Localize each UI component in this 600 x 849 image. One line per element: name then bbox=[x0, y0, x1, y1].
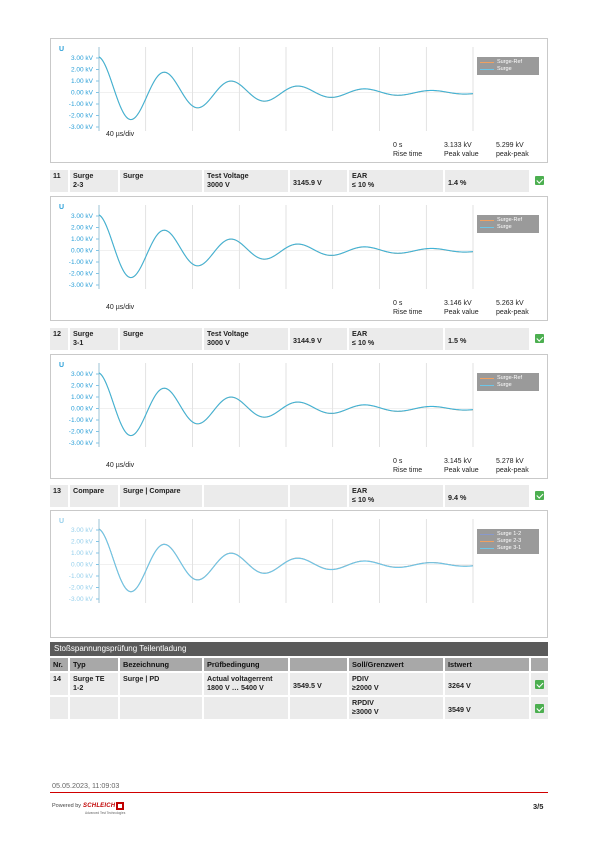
pd-cell-type bbox=[70, 697, 118, 719]
legend-item bbox=[480, 545, 536, 552]
peak-peak: 5.278 kV peak-peak bbox=[496, 458, 529, 474]
axis-symbol: U bbox=[59, 46, 65, 53]
axis-symbol: U bbox=[59, 362, 65, 369]
legend-label: Surge bbox=[497, 224, 512, 230]
result-row-11 bbox=[50, 170, 548, 192]
rise-time: 0 s Rise time bbox=[393, 458, 423, 474]
table-header bbox=[531, 658, 548, 671]
y-tick-label: -2.00 kV bbox=[68, 270, 93, 278]
pd-cell-measured: 3549.5 V bbox=[290, 673, 347, 695]
legend-item bbox=[480, 531, 536, 538]
legend-item bbox=[480, 538, 536, 545]
pd-cell-limit: RPDIV ≥3000 V bbox=[349, 697, 443, 719]
y-tick-label: 3.00 kV bbox=[70, 213, 93, 221]
y-tick-label: 3.00 kV bbox=[70, 371, 93, 379]
y-tick-label: 0.00 kV bbox=[70, 561, 93, 569]
cell-measured: 3145.9 V bbox=[290, 170, 347, 192]
cell-cond: Test Voltage 3000 V bbox=[204, 170, 288, 192]
legend-swatch bbox=[480, 541, 494, 542]
chart-legend bbox=[477, 215, 539, 233]
peak-value: 3.133 kV Peak value bbox=[444, 142, 479, 158]
y-tick-label: 1.00 kV bbox=[70, 236, 93, 244]
timebase-label: 40 µs/div bbox=[106, 131, 135, 138]
axis-symbol: U bbox=[59, 518, 65, 525]
legend-item bbox=[480, 217, 536, 224]
legend-item bbox=[480, 224, 536, 231]
rise-time: 0 s Rise time bbox=[393, 300, 423, 316]
timebase-label: 40 µs/div bbox=[106, 462, 135, 469]
cell-type: Surge 3-1 bbox=[70, 328, 118, 350]
pd-cell-name: Surge | PD bbox=[120, 673, 202, 695]
y-tick-label: 1.00 kV bbox=[70, 550, 93, 558]
logo-text: SCHLEICH bbox=[83, 803, 116, 809]
y-tick-label: -1.00 kV bbox=[68, 417, 93, 425]
pd-cell-nr: 14 bbox=[50, 673, 68, 695]
legend-swatch bbox=[480, 69, 494, 70]
table-header: Soll/Grenzwert bbox=[349, 658, 443, 671]
footer-divider bbox=[50, 792, 548, 793]
pd-cell-actual: 3549 V bbox=[445, 697, 529, 719]
pd-cell-type: Surge TE 1-2 bbox=[70, 673, 118, 695]
table-header: Prüfbedingung bbox=[204, 658, 288, 671]
legend-label: Surge bbox=[497, 66, 512, 72]
legend-item bbox=[480, 375, 536, 382]
report-date: 05.05.2023, 11:09:03 bbox=[52, 781, 120, 790]
y-tick-label: -3.00 kV bbox=[68, 440, 93, 448]
y-tick-label: -1.00 kV bbox=[68, 573, 93, 581]
pd-cell-cond bbox=[204, 697, 288, 719]
cell-name: Surge | Compare bbox=[120, 485, 202, 507]
y-tick-label: -3.00 kV bbox=[68, 596, 93, 604]
table-header: Bezeichnung bbox=[120, 658, 202, 671]
logo-mark-icon bbox=[116, 802, 124, 810]
table-header: Typ bbox=[70, 658, 118, 671]
peak-peak: 5.299 kV peak-peak bbox=[496, 142, 529, 158]
cell-actual: 1.5 % bbox=[445, 328, 529, 350]
legend-swatch bbox=[480, 385, 494, 386]
legend-item bbox=[480, 59, 536, 66]
y-tick-label: -2.00 kV bbox=[68, 112, 93, 120]
legend-item bbox=[480, 382, 536, 389]
y-tick-label: -2.00 kV bbox=[68, 584, 93, 592]
y-tick-label: -3.00 kV bbox=[68, 124, 93, 132]
y-tick-label: 0.00 kV bbox=[70, 247, 93, 255]
chart-panel-1 bbox=[50, 38, 548, 163]
timebase-label: 40 µs/div bbox=[106, 304, 135, 311]
y-tick-label: 1.00 kV bbox=[70, 394, 93, 402]
chart-legend bbox=[477, 57, 539, 75]
cell-name: Surge bbox=[120, 170, 202, 192]
legend-label: Surge 2-3 bbox=[497, 538, 522, 544]
y-tick-label: 3.00 kV bbox=[70, 527, 93, 535]
cell-cond bbox=[204, 485, 288, 507]
legend-label: Surge bbox=[497, 382, 512, 388]
cell-actual: 1.4 % bbox=[445, 170, 529, 192]
pass-check-icon bbox=[535, 334, 544, 343]
legend-label: Surge-Ref bbox=[497, 217, 523, 223]
legend-item bbox=[480, 66, 536, 73]
cell-type: Compare bbox=[70, 485, 118, 507]
y-tick-label: 2.00 kV bbox=[70, 224, 93, 232]
cell-nr: 13 bbox=[50, 485, 68, 507]
legend-swatch bbox=[480, 378, 494, 379]
table-header: Istwert bbox=[445, 658, 529, 671]
pd-cell-actual: 3264 V bbox=[445, 673, 529, 695]
rise-time: 0 s Rise time bbox=[393, 142, 423, 158]
peak-value: 3.145 kV Peak value bbox=[444, 458, 479, 474]
cell-nr: 11 bbox=[50, 170, 68, 192]
chart-panel-2 bbox=[50, 196, 548, 321]
pd-cell-name bbox=[120, 697, 202, 719]
y-tick-label: 2.00 kV bbox=[70, 66, 93, 74]
legend-label: Surge-Ref bbox=[497, 375, 523, 381]
axis-symbol: U bbox=[59, 204, 65, 211]
powered-by bbox=[52, 802, 124, 810]
y-tick-label: -1.00 kV bbox=[68, 259, 93, 267]
y-tick-label: -3.00 kV bbox=[68, 282, 93, 290]
chart-panel-compare bbox=[50, 510, 548, 638]
pass-check-icon bbox=[535, 491, 544, 500]
pd-cell-cond: Actual voltagerrent 1800 V … 5400 V bbox=[204, 673, 288, 695]
page-number: 3/5 bbox=[533, 802, 544, 811]
chart-legend bbox=[477, 373, 539, 391]
y-tick-label: 3.00 kV bbox=[70, 55, 93, 63]
cell-limit: EAR ≤ 10 % bbox=[349, 170, 443, 192]
cell-cond: Test Voltage 3000 V bbox=[204, 328, 288, 350]
y-tick-label: 2.00 kV bbox=[70, 382, 93, 390]
cell-nr: 12 bbox=[50, 328, 68, 350]
table-header bbox=[290, 658, 347, 671]
legend-swatch bbox=[480, 220, 494, 221]
y-tick-label: 2.00 kV bbox=[70, 538, 93, 546]
cell-measured: 3144.9 V bbox=[290, 328, 347, 350]
peak-peak: 5.263 kV peak-peak bbox=[496, 300, 529, 316]
legend-label: Surge-Ref bbox=[497, 59, 523, 65]
table-header: Nr. bbox=[50, 658, 68, 671]
chart-legend bbox=[477, 529, 539, 554]
y-tick-label: -2.00 kV bbox=[68, 428, 93, 436]
legend-swatch bbox=[480, 548, 494, 549]
legend-label: Surge 3-1 bbox=[497, 545, 522, 551]
cell-name: Surge bbox=[120, 328, 202, 350]
result-row-12 bbox=[50, 328, 548, 350]
y-tick-label: 1.00 kV bbox=[70, 78, 93, 86]
legend-swatch bbox=[480, 534, 494, 535]
pd-cell-nr bbox=[50, 697, 68, 719]
y-tick-label: -1.00 kV bbox=[68, 101, 93, 109]
schleich-logo bbox=[83, 802, 124, 810]
pd-cell-limit: PDIV ≥2000 V bbox=[349, 673, 443, 695]
cell-measured bbox=[290, 485, 347, 507]
waveform-compare-plot bbox=[51, 511, 549, 639]
powered-by-text: Powered by bbox=[52, 803, 82, 809]
peak-value: 3.146 kV Peak value bbox=[444, 300, 479, 316]
section-header-pd: Stoßspannungsprüfung Teilentladung bbox=[50, 642, 548, 656]
cell-type: Surge 2-3 bbox=[70, 170, 118, 192]
y-tick-label: 0.00 kV bbox=[70, 405, 93, 413]
result-row-13 bbox=[50, 485, 548, 507]
cell-limit: EAR ≤ 10 % bbox=[349, 485, 443, 507]
y-tick-label: 0.00 kV bbox=[70, 89, 93, 97]
pass-check-icon bbox=[535, 680, 544, 689]
legend-swatch bbox=[480, 227, 494, 228]
legend-label: Surge 1-2 bbox=[497, 531, 522, 537]
logo-subtitle: Advanced Test Technologies bbox=[85, 811, 126, 815]
chart-panel-3 bbox=[50, 354, 548, 479]
pass-check-icon bbox=[535, 704, 544, 713]
cell-limit: EAR ≤ 10 % bbox=[349, 328, 443, 350]
cell-actual: 9.4 % bbox=[445, 485, 529, 507]
pass-check-icon bbox=[535, 176, 544, 185]
legend-swatch bbox=[480, 62, 494, 63]
pd-cell-measured bbox=[290, 697, 347, 719]
